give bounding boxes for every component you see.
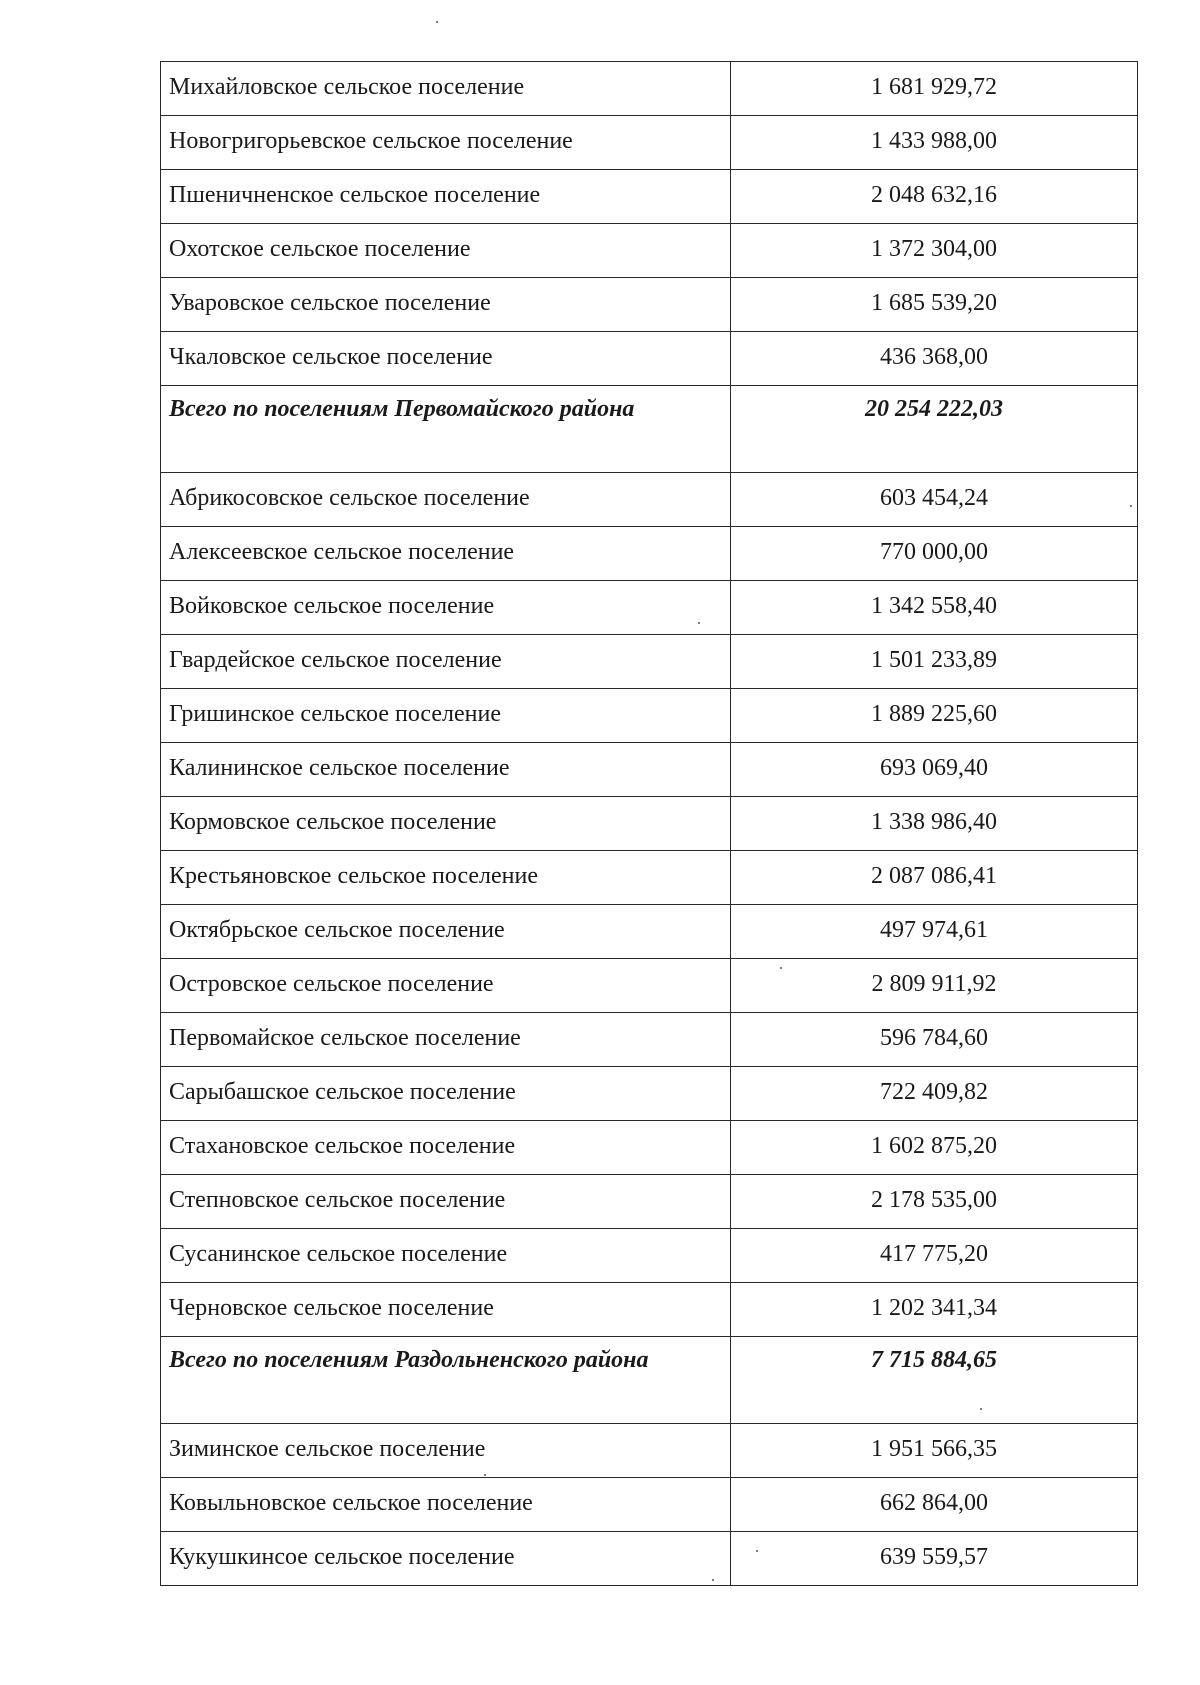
settlement-row <box>161 1067 1138 1121</box>
scan-speck <box>484 1474 486 1476</box>
settlement-row <box>161 224 1138 278</box>
district-total-amount: 20 254 222,03 <box>731 386 1138 473</box>
settlement-amount: 2 809 911,92 <box>731 959 1138 1013</box>
scan-speck <box>712 1579 714 1581</box>
settlement-name: Охотское сельское поселение <box>161 224 731 278</box>
settlement-amount: 436 368,00 <box>731 332 1138 386</box>
settlement-name: Чкаловское сельское поселение <box>161 332 731 386</box>
settlement-name: Ковыльновское сельское поселение <box>161 1478 731 1532</box>
settlement-row <box>161 62 1138 116</box>
settlement-amount: 1 372 304,00 <box>731 224 1138 278</box>
settlement-amount: 1 342 558,40 <box>731 581 1138 635</box>
settlement-amount: 693 069,40 <box>731 743 1138 797</box>
settlement-row <box>161 959 1138 1013</box>
settlement-row <box>161 278 1138 332</box>
settlement-row <box>161 1478 1138 1532</box>
settlement-name: Стахановское сельское поселение <box>161 1121 731 1175</box>
settlement-row <box>161 905 1138 959</box>
settlement-name: Калининское сельское поселение <box>161 743 731 797</box>
settlement-name: Алексеевское сельское поселение <box>161 527 731 581</box>
settlement-amount: 1 889 225,60 <box>731 689 1138 743</box>
settlement-amount: 1 433 988,00 <box>731 116 1138 170</box>
settlement-amount: 722 409,82 <box>731 1067 1138 1121</box>
settlement-amount: 2 087 086,41 <box>731 851 1138 905</box>
settlement-amount: 639 559,57 <box>731 1532 1138 1586</box>
settlement-name: Сарыбашское сельское поселение <box>161 1067 731 1121</box>
settlement-name: Крестьяновское сельское поселение <box>161 851 731 905</box>
settlement-amount: 662 864,00 <box>731 1478 1138 1532</box>
scan-speck <box>780 967 782 969</box>
settlement-name: Кормовское сельское поселение <box>161 797 731 851</box>
settlement-row <box>161 1229 1138 1283</box>
settlement-amount: 2 178 535,00 <box>731 1175 1138 1229</box>
settlement-name: Гришинское сельское поселение <box>161 689 731 743</box>
scan-speck <box>436 21 438 23</box>
settlement-row <box>161 1175 1138 1229</box>
district-total-label: Всего по поселениям Раздольненского района <box>161 1337 731 1424</box>
settlement-row <box>161 581 1138 635</box>
settlement-name: Первомайское сельское поселение <box>161 1013 731 1067</box>
district-total-row <box>161 386 1138 473</box>
settlement-row <box>161 1283 1138 1337</box>
settlement-name: Зиминское сельское поселение <box>161 1424 731 1478</box>
settlement-row <box>161 851 1138 905</box>
settlement-name: Степновское сельское поселение <box>161 1175 731 1229</box>
settlement-amount: 1 951 566,35 <box>731 1424 1138 1478</box>
settlement-amount: 1 685 539,20 <box>731 278 1138 332</box>
settlement-row <box>161 689 1138 743</box>
settlement-name: Гвардейское сельское поселение <box>161 635 731 689</box>
settlement-amount: 770 000,00 <box>731 527 1138 581</box>
settlement-row <box>161 797 1138 851</box>
scan-speck <box>1130 505 1132 507</box>
table-body <box>161 62 1138 1586</box>
settlement-amount: 417 775,20 <box>731 1229 1138 1283</box>
scan-speck <box>698 622 700 624</box>
settlement-row <box>161 1424 1138 1478</box>
settlement-row <box>161 635 1138 689</box>
settlement-amount: 1 338 986,40 <box>731 797 1138 851</box>
settlement-row <box>161 473 1138 527</box>
settlement-amount: 497 974,61 <box>731 905 1138 959</box>
settlement-row <box>161 170 1138 224</box>
settlement-row <box>161 116 1138 170</box>
settlement-name: Михайловское сельское поселение <box>161 62 731 116</box>
settlement-name: Войковское сельское поселение <box>161 581 731 635</box>
settlement-amount: 1 501 233,89 <box>731 635 1138 689</box>
settlement-name: Кукушкинсое сельское поселение <box>161 1532 731 1586</box>
settlement-name: Пшеничненское сельское поселение <box>161 170 731 224</box>
settlement-row <box>161 1121 1138 1175</box>
settlement-row <box>161 743 1138 797</box>
district-total-row <box>161 1337 1138 1424</box>
district-total-label: Всего по поселениям Первомайского района <box>161 386 731 473</box>
settlement-name: Абрикосовское сельское поселение <box>161 473 731 527</box>
scan-speck <box>980 1408 982 1410</box>
settlement-name: Черновское сельское поселение <box>161 1283 731 1337</box>
settlement-name: Октябрьское сельское поселение <box>161 905 731 959</box>
settlement-amount: 1 202 341,34 <box>731 1283 1138 1337</box>
settlement-name: Уваровское сельское поселение <box>161 278 731 332</box>
scan-speck <box>756 1550 758 1552</box>
settlement-amount: 1 602 875,20 <box>731 1121 1138 1175</box>
settlement-amount: 603 454,24 <box>731 473 1138 527</box>
settlement-name: Новогригорьевское сельское поселение <box>161 116 731 170</box>
settlement-row <box>161 332 1138 386</box>
settlement-row <box>161 1013 1138 1067</box>
settlements-budget-table <box>160 61 1138 1586</box>
settlement-amount: 596 784,60 <box>731 1013 1138 1067</box>
settlement-amount: 1 681 929,72 <box>731 62 1138 116</box>
settlement-amount: 2 048 632,16 <box>731 170 1138 224</box>
settlement-row <box>161 1532 1138 1586</box>
settlement-name: Сусанинское сельское поселение <box>161 1229 731 1283</box>
settlement-row <box>161 527 1138 581</box>
district-total-amount: 7 715 884,65 <box>731 1337 1138 1424</box>
settlement-name: Островское сельское поселение <box>161 959 731 1013</box>
